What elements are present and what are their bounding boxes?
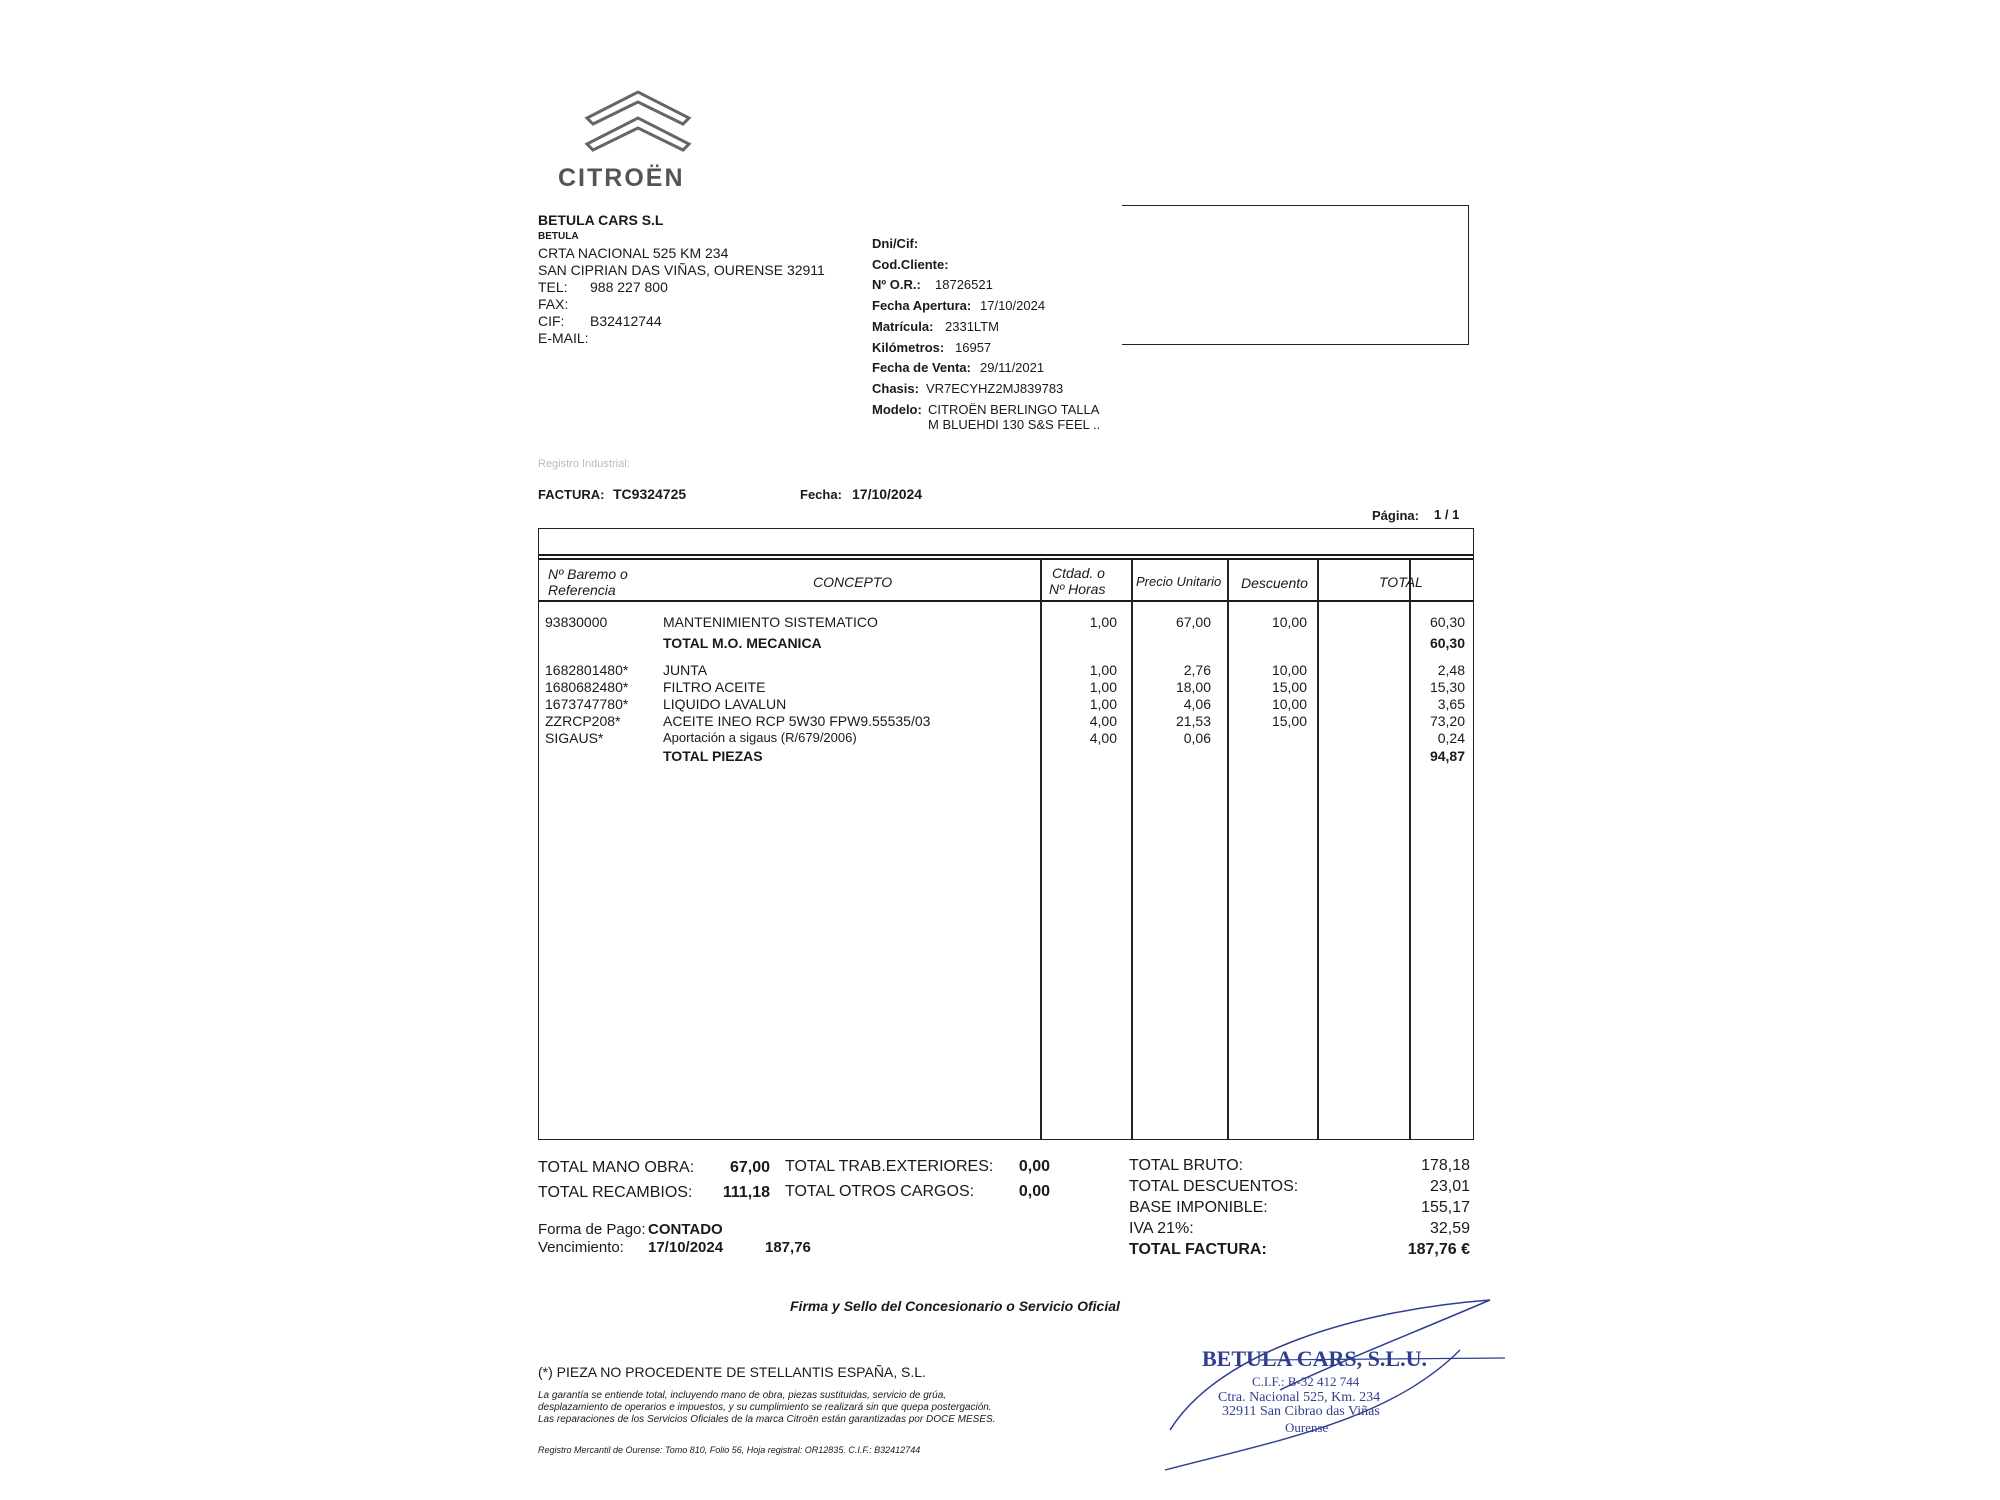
venta-label: Fecha de Venta:	[872, 360, 971, 375]
cod-cliente-label: Cod.Cliente:	[872, 257, 949, 272]
cell-total: 2,48	[1437, 662, 1465, 678]
stamp-province: Ourense	[1285, 1420, 1329, 1435]
cell-precio: 0,06	[1183, 730, 1211, 746]
brand-logo-text: CITROËN	[558, 164, 685, 192]
dealer-stamp	[1160, 1290, 1520, 1480]
dealer-name: BETULA CARS S.L	[538, 212, 664, 228]
cell-qty: 4,00	[1089, 730, 1117, 746]
cell-descuento: 15,00	[1271, 679, 1307, 695]
cell-descuento: 15,00	[1271, 713, 1307, 729]
table-row	[539, 679, 1473, 696]
cell-concepto: MANTENIMIENTO SISTEMATICO	[663, 614, 878, 630]
cell-precio: 2,76	[1183, 662, 1211, 678]
stamp-cif: C.I.F.: B-32 412 744	[1252, 1374, 1360, 1389]
header-ref-1: Nº Baremo o	[548, 566, 628, 582]
cell-qty: 1,00	[1089, 696, 1117, 712]
km-value: 16957	[955, 340, 992, 355]
header-qty-1: Ctdad. o	[1052, 565, 1105, 581]
cell-concepto: FILTRO ACEITE	[663, 679, 766, 695]
pago-value: CONTADO	[648, 1221, 723, 1238]
labour-total-value: 60,30	[1429, 635, 1465, 651]
garantia-line-1: La garantía se entiende total, incluyendo mano de obra, piezas sustituidas, servicio de grúa,	[538, 1390, 947, 1401]
cell-qty: 1,00	[1089, 614, 1117, 630]
registro-industrial: Registro Industrial:	[538, 458, 630, 470]
cell-concepto: ACEITE INEO RCP 5W30 FPW9.55535/03	[663, 713, 931, 729]
chasis-label: Chasis:	[872, 381, 919, 396]
stamp-address: Ctra. Nacional 525, Km. 234	[1218, 1390, 1381, 1405]
registro-mercantil: Registro Mercantil de Ourense: Tomo 810, Folio 56, Hoja registral: OR12835. C.I.F.: B32412744	[538, 1445, 921, 1455]
base-label: BASE IMPONIBLE:	[1129, 1199, 1268, 1216]
apertura-value: 17/10/2024	[980, 298, 1046, 313]
labour-total-label: TOTAL M.O. MECANICA	[663, 635, 822, 651]
cell-precio: 18,00	[1175, 679, 1211, 695]
mano-obra-label: TOTAL MANO OBRA:	[538, 1159, 695, 1176]
descuentos-label: TOTAL DESCUENTOS:	[1129, 1178, 1299, 1195]
cell-ref: 1682801480*	[545, 662, 629, 678]
table-row	[539, 614, 1473, 631]
venta-value: 29/11/2021	[980, 360, 1045, 375]
apertura-label: Fecha Apertura:	[872, 298, 972, 313]
cell-qty: 1,00	[1089, 679, 1117, 695]
iva-label: IVA 21%:	[1129, 1220, 1194, 1237]
cell-total: 3,65	[1437, 696, 1465, 712]
table-row	[539, 662, 1473, 679]
table-row	[539, 730, 1473, 747]
cell-ref: 93830000	[545, 614, 608, 630]
client-address-box	[1122, 205, 1469, 345]
dealer-cif-label: CIF:	[538, 313, 565, 329]
citroen-logo	[548, 88, 708, 192]
vencimiento-importe: 187,76	[765, 1239, 811, 1256]
cell-total: 60,30	[1429, 614, 1465, 630]
dni-label: Dni/Cif:	[872, 236, 919, 251]
double-chevron-icon	[583, 88, 693, 158]
matricula-label: Matrícula:	[872, 319, 934, 334]
dealer-short: BETULA	[538, 231, 579, 242]
pago-label: Forma de Pago:	[538, 1221, 646, 1238]
cell-descuento: 10,00	[1271, 662, 1307, 678]
header-qty-2: Nº Horas	[1049, 581, 1106, 597]
cell-ref: 1673747780*	[545, 696, 629, 712]
km-label: Kilómetros:	[872, 340, 945, 355]
cell-descuento: 10,00	[1271, 696, 1307, 712]
otros-label: TOTAL OTROS CARGOS:	[785, 1183, 975, 1200]
parts-total-row	[539, 748, 1473, 765]
cell-descuento: 10,00	[1271, 614, 1307, 630]
dealer-email-label: E-MAIL:	[538, 330, 589, 346]
labour-total-row	[539, 635, 1473, 652]
factura-label: FACTURA:	[538, 487, 605, 502]
garantia-text	[538, 1390, 995, 1426]
cell-precio: 4,06	[1183, 696, 1211, 712]
cell-precio: 67,00	[1175, 614, 1211, 630]
dealer-address: CRTA NACIONAL 525 KM 234	[538, 245, 729, 261]
cell-concepto: LIQUIDO LAVALUN	[663, 696, 787, 712]
descuentos-value: 23,01	[1429, 1178, 1470, 1195]
otros-value: 0,00	[1018, 1183, 1050, 1200]
cell-total: 0,24	[1437, 730, 1465, 746]
mano-obra-value: 67,00	[729, 1159, 770, 1176]
vencimiento-fecha: 17/10/2024	[648, 1239, 724, 1256]
pieza-note: (*) PIEZA NO PROCEDENTE DE STELLANTIS ESPAÑA, S.L.	[538, 1364, 926, 1380]
chasis-value: VR7ECYHZ2MJ839783	[926, 381, 1064, 396]
invoice-table	[538, 528, 1474, 1140]
fecha-value: 17/10/2024	[852, 486, 923, 502]
cell-ref: SIGAUS*	[545, 730, 604, 746]
fecha-label: Fecha:	[800, 487, 842, 502]
bruto-value: 178,18	[1421, 1157, 1470, 1174]
matricula-value: 2331LTM	[945, 319, 999, 334]
header-descuento: Descuento	[1241, 575, 1308, 591]
cell-precio: 21,53	[1175, 713, 1211, 729]
or-label: Nº O.R.:	[872, 277, 921, 292]
dealer-tel: 988 227 800	[590, 279, 668, 295]
stamp-city: 32911 San Cibrao das Viñas	[1222, 1404, 1380, 1419]
recambios-label: TOTAL RECAMBIOS:	[538, 1184, 693, 1201]
cell-ref: 1680682480*	[545, 679, 629, 695]
dealer-cif: B32412744	[590, 313, 662, 329]
cell-qty: 1,00	[1089, 662, 1117, 678]
table-row	[539, 696, 1473, 713]
header-ref-2: Referencia	[548, 582, 616, 598]
table-row	[539, 713, 1473, 730]
garantia-line-2: desplazamiento de operarios e impuestos, y su cumplimiento se realizará sin que quepa postergación.	[538, 1402, 992, 1413]
firma-label: Firma y Sello del Concesionario o Servicio Oficial	[790, 1298, 1120, 1314]
iva-value: 32,59	[1429, 1220, 1470, 1237]
header-precio: Precio Unitario	[1136, 574, 1222, 589]
header-concepto: CONCEPTO	[813, 574, 893, 590]
stamp-name: BETULA CARS, S.L.U.	[1202, 1346, 1427, 1371]
dealer-fax-label: FAX:	[538, 296, 569, 312]
total-factura-value: 187,76 €	[1407, 1241, 1470, 1258]
garantia-line-3: Las reparaciones de los Servicios Oficiales de la marca Citroën están garantizadas por DOCE MESES.	[538, 1414, 996, 1425]
vencimiento-label: Vencimiento:	[538, 1239, 624, 1256]
base-value: 155,17	[1421, 1199, 1470, 1216]
modelo-value-2: M BLUEHDI 130 S&S FEEL ..	[928, 417, 1101, 432]
or-value: 18726521	[935, 277, 993, 292]
recambios-value: 111,18	[722, 1184, 770, 1201]
total-factura-label: TOTAL FACTURA:	[1129, 1241, 1267, 1258]
cell-total: 73,20	[1429, 713, 1465, 729]
dealer-tel-label: TEL:	[538, 279, 568, 295]
cell-total: 15,30	[1429, 679, 1465, 695]
cell-concepto: Aportación a sigaus (R/679/2006)	[663, 730, 857, 745]
cell-qty: 4,00	[1089, 713, 1117, 729]
bruto-label: TOTAL BRUTO:	[1129, 1157, 1244, 1174]
trab-ext-value: 0,00	[1018, 1158, 1050, 1175]
modelo-label: Modelo:	[872, 402, 922, 417]
cell-concepto: JUNTA	[663, 662, 708, 678]
dealer-city: SAN CIPRIAN DAS VIÑAS, OURENSE 32911	[538, 262, 825, 278]
header-total: TOTAL	[1379, 574, 1423, 590]
parts-total-value: 94,87	[1429, 748, 1465, 764]
factura-number: TC9324725	[613, 486, 687, 502]
cell-ref: ZZRCP208*	[545, 713, 621, 729]
pagina-value: 1 / 1	[1434, 507, 1460, 522]
modelo-value-1: CITROËN BERLINGO TALLA	[928, 402, 1100, 417]
parts-total-label: TOTAL PIEZAS	[663, 748, 763, 764]
trab-ext-label: TOTAL TRAB.EXTERIORES:	[785, 1158, 994, 1175]
pagina-label: Página:	[1372, 508, 1419, 523]
